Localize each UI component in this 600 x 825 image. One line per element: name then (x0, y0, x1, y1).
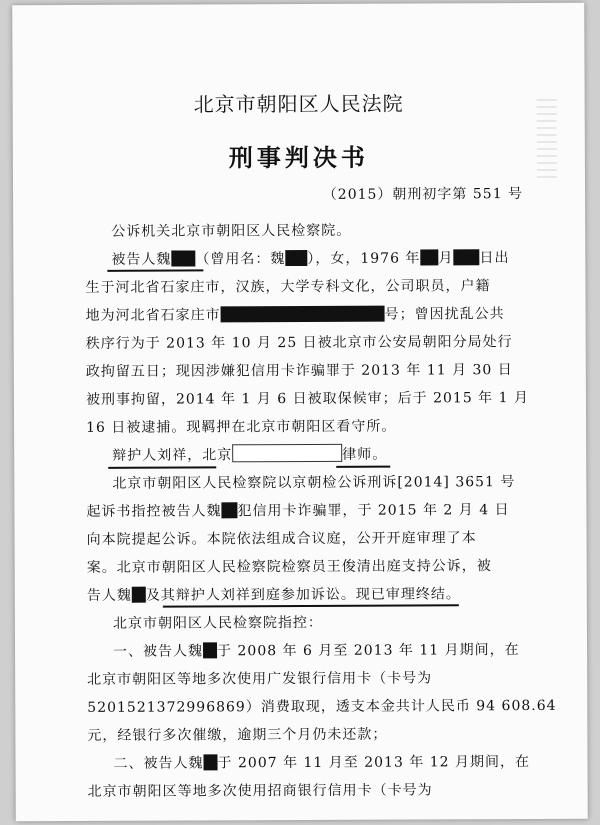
text-line: 向本院提起公诉。本院依法组成合议庭，公开开庭审理了本 (86, 530, 477, 548)
text-fragment: 于 2007 年 11 月至 2013 年 12 月期间，在 (217, 753, 531, 772)
text-line (113, 639, 520, 661)
text-line (86, 499, 509, 521)
text-line (113, 751, 530, 773)
redaction-block (132, 587, 146, 603)
text-line: 北京市朝阳区等地多次使用招商银行信用卡（卡号为 (87, 782, 433, 800)
hand-underline (163, 604, 459, 607)
redaction-block (221, 306, 385, 323)
text-fragment: 及其辩护人刘祥到庭参加诉讼。现已审理终结。 (145, 586, 461, 604)
text-line (111, 247, 509, 269)
hand-underline (108, 466, 216, 468)
text-fragment: （曾用名：魏 (195, 251, 286, 268)
text-fragment: 一、被告人魏 (113, 643, 204, 660)
text-line: 5201521372996869）消费取现，透支本金共计人民币 94 608.64 (87, 697, 557, 716)
redaction-block (171, 250, 195, 266)
text-fragment: 二、被告人魏 (113, 755, 204, 772)
redaction-block (453, 249, 479, 265)
text-line (112, 444, 387, 465)
text-line: 案。北京市朝阳区人民检察院检察员王俊清出庭支持公诉，被 (86, 558, 492, 576)
text-line: 北京市朝阳区人民检察院指控： (112, 614, 323, 632)
text-line: 被刑事拘留，2014 年 1 月 6 日被取保候审；后于 2015 年 1 月 (85, 390, 530, 408)
text-line: 北京市朝阳区人民检察院以京朝检公诉刑诉[2014] 3651 号 (112, 474, 516, 492)
redaction-block (221, 502, 237, 518)
redaction-blank (232, 444, 342, 462)
judgment-page (12, 3, 588, 821)
redaction-block (203, 642, 217, 658)
text-line: 16 日被逮捕。现羁押在北京市朝阳区看守所。 (86, 418, 397, 436)
document-title: 刑事判决书 (228, 142, 369, 173)
hand-underline (107, 269, 203, 271)
text-fragment: 月 (438, 250, 454, 267)
text-fragment: 辩护人刘祥，北京 (112, 447, 233, 464)
case-number: （2015）朝刑初字第 551 号 (322, 186, 524, 203)
text-fragment: 被告人魏 (111, 251, 172, 268)
text-line: 公诉机关北京市朝阳区人民检察院。 (111, 222, 352, 240)
text-line: 北京市朝阳区等地多次使用广发银行信用卡（卡号为 (87, 670, 433, 688)
text-fragment: 号；曾因扰乱公共 (384, 306, 505, 323)
redaction-block (420, 249, 438, 265)
text-line (87, 583, 461, 605)
text-fragment: 律师。 (342, 446, 388, 463)
redaction-block (285, 250, 307, 266)
text-fragment: ），女，1976 年 (307, 250, 421, 267)
text-line: 元，经银行多次催缴，逾期三个月仍未还款； (87, 726, 388, 744)
redaction-block (203, 754, 217, 770)
text-fragment: 告人魏 (86, 587, 132, 604)
text-fragment: 起诉书指控被告人魏 (86, 503, 222, 520)
text-fragment: 日出 (479, 250, 510, 267)
text-line (86, 303, 505, 325)
court-name: 北京市朝阳区人民法院 (193, 91, 404, 117)
text-fragment: 于 2008 年 6 月至 2013 年 11 月期间，在 (217, 642, 520, 660)
text-line: 生于河北省石家庄市，汉族，大学专科文化，公司职员，户籍 (85, 278, 491, 296)
text-line: 秩序行为于 2013 年 10 月 25 日被北京市公安局朝阳分局处行 (85, 334, 513, 352)
text-fragment: 犯信用卡诈骗罪，于 2015 年 2 月 4 日 (237, 502, 510, 520)
text-fragment: 地为河北省石家庄市 (85, 307, 221, 324)
text-line: 政拘留五日；现因涉嫌犯信用卡诈骗罪于 2013 年 11 月 30 日 (85, 362, 513, 380)
hand-underline (336, 466, 390, 468)
